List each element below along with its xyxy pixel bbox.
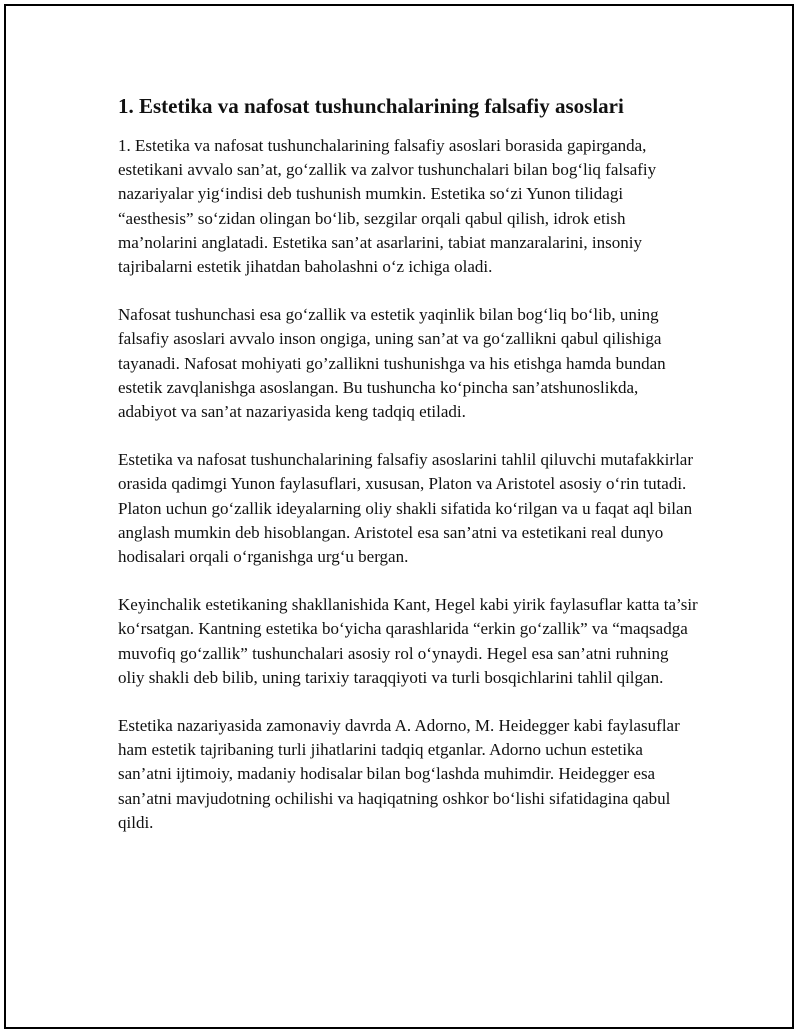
paragraph-1: 1. Estetika va nafosat tushunchalarining falsafiy asoslari borasida gapirganda, estetikani avvalo san’at, go‘zallik va zalvor tushunchalari bilan bog‘liq falsafiy nazariyalar yig‘indisi deb tushunish mumkin. Estetika so‘zi Yunon tilidagi “aesthesis” so‘zidan olingan bo‘lib, sezgilar orqali qabul qilish, idrok etish ma’nolarini anglatadi. Estetika san’at asarlarini, tabiat manzaralarini, insoniy tajribalarni estetik jihatdan baholashni o‘z ichiga oladi. (118, 136, 657, 277)
paragraph-4: Keyinchalik estetikaning shakllanishida Kant, Hegel kabi yirik faylasuflar katta ta’sir ko‘rsatgan. Kantning estetika bo‘yicha qarashlarida “erkin go‘zallik” va “maqsadga muvofiq go‘zallik” tushunchalari asosiy rol o‘ynaydi. Hegel esa san’atni ruhning oliy shakli deb bilib, uning tarixiy taraqqiyoti va turli bosqichlarini tahlil qilgan. (118, 595, 698, 687)
document-body (118, 92, 698, 859)
paragraph-2: Nafosat tushunchasi esa go‘zallik va estetik yaqinlik bilan bog‘liq bo‘lib, uning falsafiy asoslari avvalo inson ongiga, uning san’at va go‘zallikni qabul qilishiga tayanadi. Nafosat mohiyati go’zallikni tushunishga va his etishga hamda bundan estetik zavqlanishga asoslangan. Bu tushuncha ko‘pincha san’atshunoslikda, adabiyot va san’at nazariyasida keng tadqiq etiladi. (118, 305, 666, 422)
paragraph-5: Estetika nazariyasida zamonaviy davrda A. Adorno, M. Heidegger kabi faylasuflar ham estetik tajribaning turli jihatlarini tadqiq etganlar. Adorno uchun estetika san’atni ijtimoiy, madaniy hodisalar bilan bog‘lashda muhimdir. Heidegger esa san’atni mavjudotning ochilishi va haqiqatning oshkor bo‘lishi sifatidagina qabul qildi. (118, 716, 680, 832)
document-title: 1. Estetika va nafosat tushunchalarining falsafiy asoslari (118, 94, 624, 118)
paragraph-3: Estetika va nafosat tushunchalarining falsafiy asoslarini tahlil qiluvchi mutafakkirlar orasida qadimgi Yunon faylasuflari, xususan, Platon va Aristotel asosiy o‘rin tutadi. Platon uchun go‘zallik ideyalarning oliy shakli sifatida ko‘rilgan va u faqat aql bilan anglash mumkin deb hisoblangan. Aristotel esa san’atni va estetikani real dunyo hodisalari orqali o‘rganishga urg‘u bergan. (118, 450, 693, 567)
